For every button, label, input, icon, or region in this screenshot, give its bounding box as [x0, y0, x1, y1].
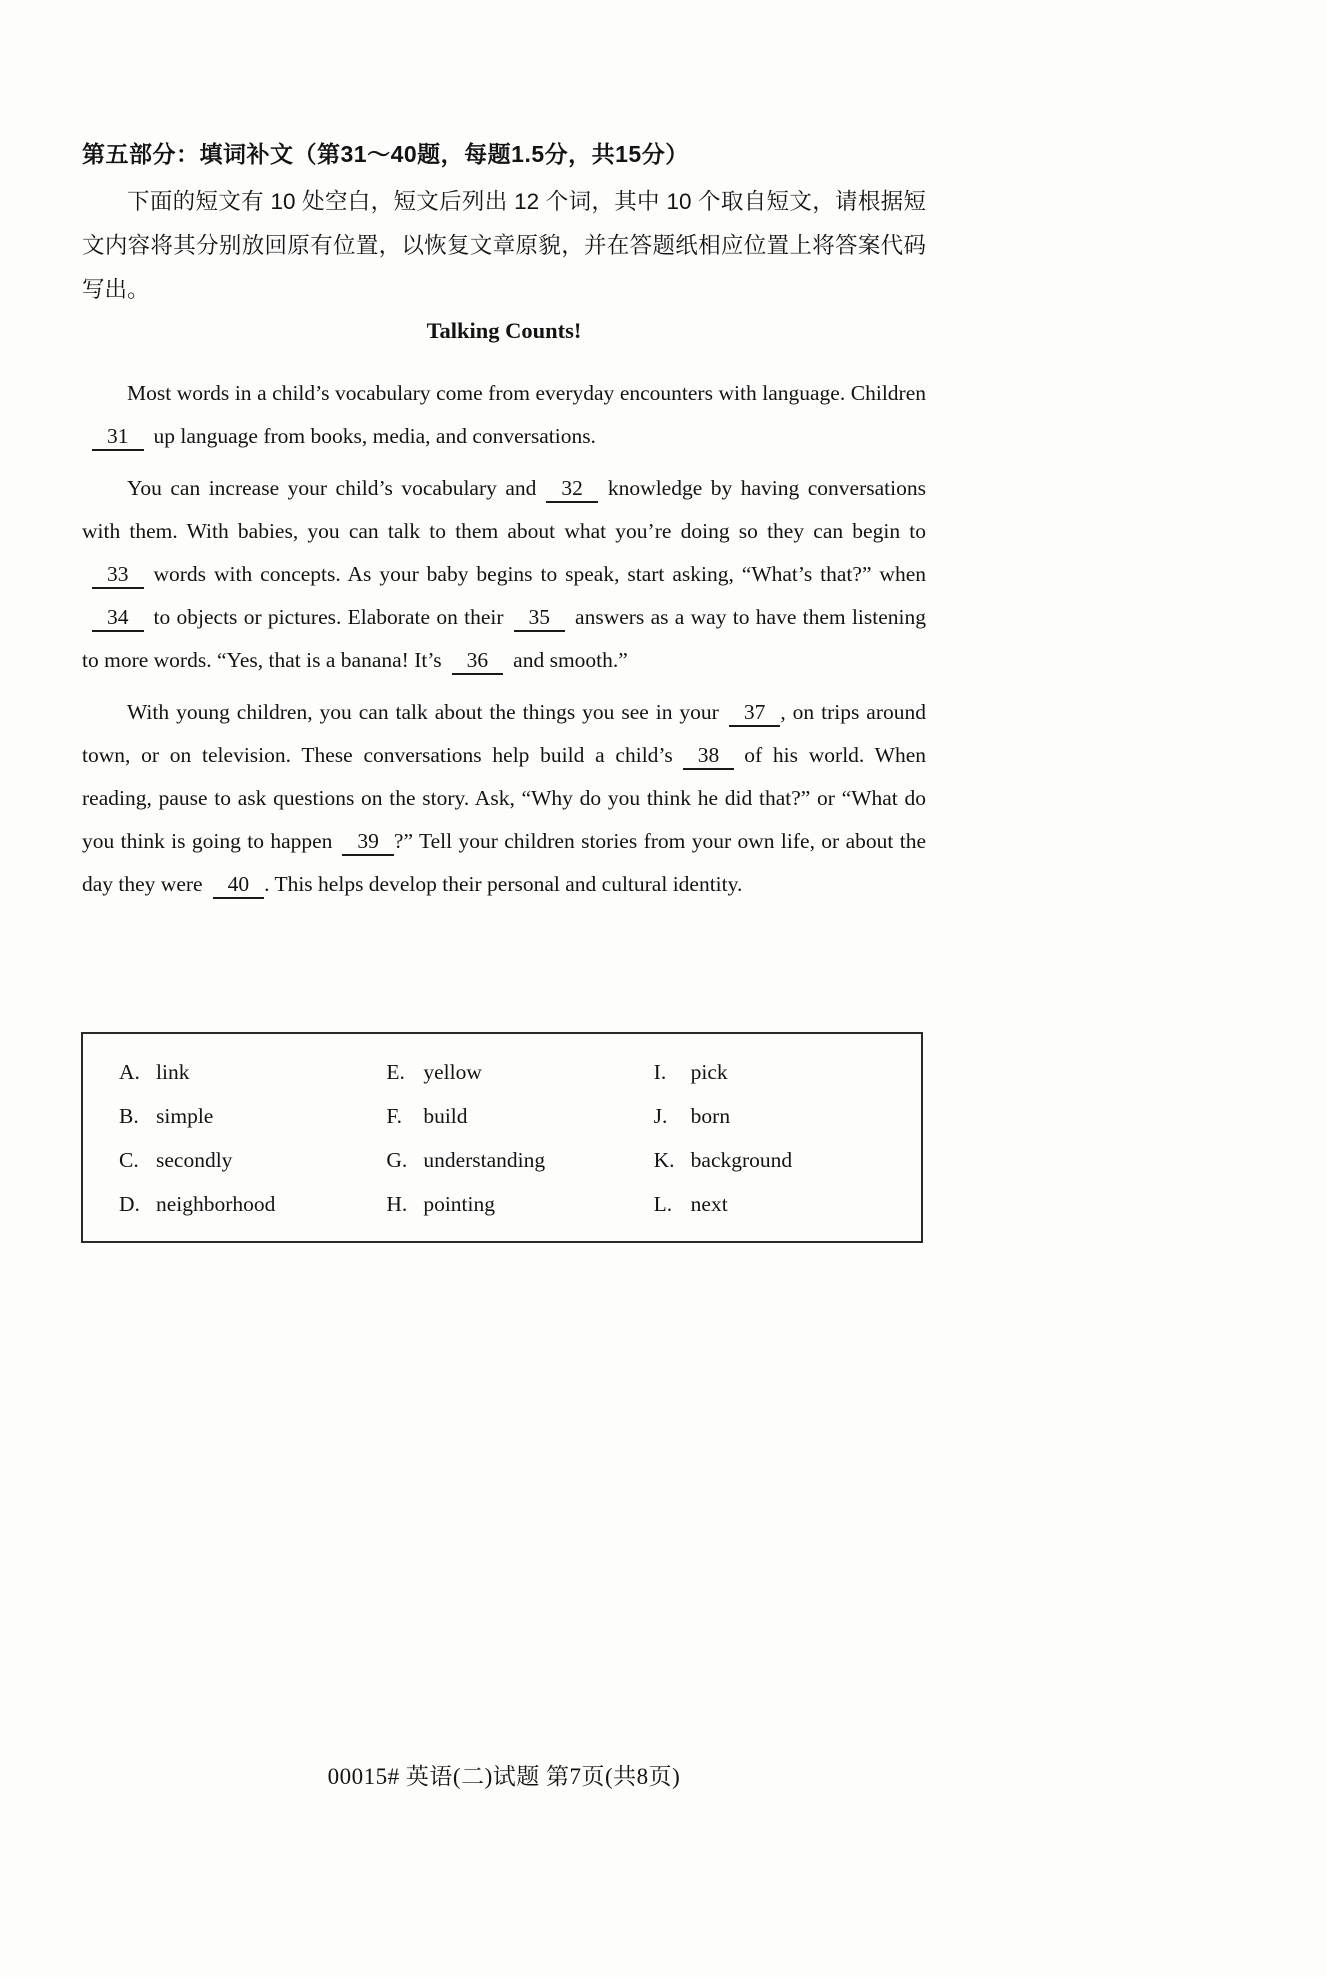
- option-word: secondly: [156, 1148, 233, 1172]
- passage-text: answers as a way to have them listening to more words. “Yes, that is a banana! It’s: [82, 605, 926, 672]
- passage-text: Most words in a child’s vocabulary come from everyday encounters with language. Children: [127, 381, 926, 405]
- option-letter: J.: [653, 1104, 668, 1128]
- option-word: born: [690, 1104, 731, 1128]
- passage-paragraph-1: [82, 372, 926, 458]
- option-letter: D.: [119, 1192, 140, 1216]
- word-option-F: [386, 1094, 653, 1138]
- option-letter: H.: [386, 1192, 408, 1216]
- option-word: next: [690, 1192, 728, 1216]
- passage-text: words with concepts. As your baby begins to speak, start asking, “What’s that?” when: [153, 562, 926, 586]
- passage-text: of his world. When reading, pause to ask questions on the story. Ask, “Why do you think he did that?” or “What do you think is going to happen: [82, 743, 926, 853]
- passage-text: ?” Tell your children stories from your own life, or about the day they were: [82, 829, 926, 896]
- option-letter: C.: [119, 1148, 139, 1172]
- word-bank-column-3: [654, 1050, 921, 1241]
- blank-37: 37: [729, 701, 781, 727]
- passage-paragraph-3: [82, 691, 926, 906]
- option-word: simple: [156, 1104, 214, 1128]
- word-option-C: [119, 1138, 386, 1182]
- word-option-E: [386, 1050, 653, 1094]
- option-word: build: [423, 1104, 468, 1128]
- passage-text: up language from books, media, and conversations.: [153, 424, 596, 448]
- option-word: yellow: [423, 1060, 482, 1084]
- word-option-L: [654, 1182, 921, 1226]
- word-option-J: [654, 1094, 921, 1138]
- option-letter: F.: [386, 1104, 402, 1128]
- passage-text: You can increase your child’s vocabulary and: [127, 476, 537, 500]
- passage-text: With young children, you can talk about the things you see in your: [127, 700, 719, 724]
- word-option-K: [654, 1138, 921, 1182]
- option-letter: E.: [386, 1060, 405, 1084]
- blank-40: 40: [213, 873, 265, 899]
- option-word: background: [690, 1148, 793, 1172]
- word-option-H: [386, 1182, 653, 1226]
- passage-text: knowledge by having conversations with them. With babies, you can talk to them about what you’re doing so they can begin to: [82, 476, 926, 543]
- blank-34: 34: [92, 606, 144, 632]
- blank-39: 39: [342, 830, 394, 856]
- section-instructions: 下面的短文有 10 处空白，短文后列出 12 个词，其中 10 个取自短文，请根据短文内容将其分别放回原有位置，以恢复文章原貌，并在答题纸相应位置上将答案代码写出。: [82, 189, 926, 302]
- passage-body: [82, 372, 926, 915]
- option-word: pointing: [423, 1192, 495, 1216]
- word-bank-column-2: [386, 1050, 653, 1241]
- option-word: pick: [690, 1060, 728, 1084]
- option-letter: I.: [653, 1060, 667, 1084]
- word-option-G: [386, 1138, 653, 1182]
- blank-33: 33: [92, 563, 144, 589]
- word-option-D: [119, 1182, 386, 1226]
- word-bank-column-1: [119, 1050, 386, 1241]
- passage-text: . This helps develop their personal and cultural identity.: [264, 872, 743, 896]
- section-header: 第五部分：填词补文（第31～40题，每题1.5分，共15分）: [82, 141, 689, 167]
- blank-36: 36: [452, 649, 504, 675]
- option-letter: A.: [119, 1060, 140, 1084]
- option-letter: K.: [653, 1148, 675, 1172]
- word-bank-box: [81, 1032, 923, 1243]
- blank-38: 38: [683, 744, 735, 770]
- word-option-A: [119, 1050, 386, 1094]
- word-option-B: [119, 1094, 386, 1138]
- passage-text: and smooth.”: [513, 648, 628, 672]
- option-letter: G.: [386, 1148, 408, 1172]
- option-word: neighborhood: [156, 1192, 276, 1216]
- blank-35: 35: [514, 606, 566, 632]
- option-word: understanding: [423, 1148, 546, 1172]
- passage-text: to objects or pictures. Elaborate on their: [153, 605, 504, 629]
- passage-paragraph-2: [82, 467, 926, 682]
- option-letter: L.: [653, 1192, 673, 1216]
- option-word: link: [156, 1060, 190, 1084]
- option-letter: B.: [119, 1104, 139, 1128]
- word-option-I: [654, 1050, 921, 1094]
- blank-31: 31: [92, 425, 144, 451]
- blank-32: 32: [546, 477, 598, 503]
- footer-page-info: 00015# 英语(二)试题 第7页(共8页): [327, 1764, 681, 1789]
- passage-text: , on trips around town, or on television. These conversations help build a child’s: [82, 700, 926, 767]
- passage-title: Talking Counts!: [426, 318, 582, 343]
